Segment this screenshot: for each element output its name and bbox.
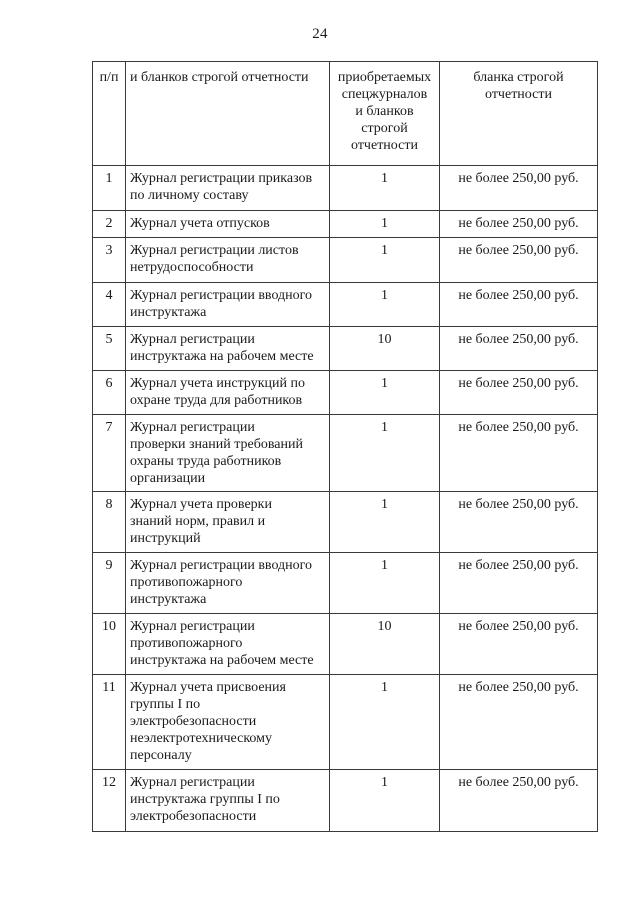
page-number: 24 xyxy=(312,26,328,42)
table-row xyxy=(93,371,598,415)
row-price: не более 250,00 руб. xyxy=(440,238,598,283)
row-number: 6 xyxy=(93,371,126,415)
journals-table xyxy=(92,61,598,832)
table-row xyxy=(93,675,598,770)
row-number: 5 xyxy=(93,327,126,371)
journal-name-line: неэлектротехническому xyxy=(130,731,273,746)
header-qty xyxy=(330,62,440,166)
table-row xyxy=(93,166,598,211)
header-num: п/п xyxy=(93,62,126,166)
journal-name-line: Журнал регистрации xyxy=(130,332,255,347)
row-price: не более 250,00 руб. xyxy=(440,675,598,770)
row-quantity: 1 xyxy=(330,675,440,770)
row-number: 11 xyxy=(93,675,126,770)
journal-name-line: проверки знаний требований xyxy=(130,437,303,452)
journal-name-line: Журнал регистрации листов xyxy=(130,243,299,258)
row-price: не более 250,00 руб. xyxy=(440,770,598,832)
row-quantity: 1 xyxy=(330,553,440,614)
header-price xyxy=(440,62,598,166)
row-journal-name xyxy=(126,166,330,211)
journal-name-line: Журнал учета инструкций по xyxy=(130,376,306,391)
journal-name-line: персоналу xyxy=(130,748,192,763)
row-quantity: 1 xyxy=(330,211,440,238)
row-journal-name xyxy=(126,238,330,283)
journal-name-line: Журнал регистрации xyxy=(130,420,255,435)
journal-name-line: нетрудоспособности xyxy=(130,260,254,275)
header-price-line: бланка строгой xyxy=(473,70,564,85)
journal-name-line: инструктажа группы I по xyxy=(130,792,280,807)
table-row xyxy=(93,211,598,238)
journal-name-line: противопожарного xyxy=(130,636,243,651)
header-price-line: отчетности xyxy=(485,87,552,102)
row-quantity: 1 xyxy=(330,770,440,832)
row-quantity: 10 xyxy=(330,327,440,371)
row-journal-name xyxy=(126,327,330,371)
journal-name-line: Журнал регистрации вводного xyxy=(130,558,313,573)
table-row xyxy=(93,770,598,832)
header-qty-line: спецжурналов xyxy=(341,87,428,102)
journal-name-line: Журнал учета присвоения xyxy=(130,680,286,695)
table-header-row xyxy=(93,62,598,166)
row-journal-name xyxy=(126,492,330,553)
row-price: не более 250,00 руб. xyxy=(440,492,598,553)
row-number: 7 xyxy=(93,415,126,492)
row-number: 3 xyxy=(93,238,126,283)
header-name: и бланков строгой отчетности xyxy=(126,62,330,166)
row-number: 4 xyxy=(93,283,126,327)
table-row xyxy=(93,283,598,327)
table-row xyxy=(93,492,598,553)
header-qty-line: строгой xyxy=(361,121,408,136)
row-quantity: 10 xyxy=(330,614,440,675)
journal-name-line: группы I по xyxy=(130,697,201,712)
row-journal-name xyxy=(126,614,330,675)
journal-name-line: инструкций xyxy=(130,531,201,546)
row-price: не более 250,00 руб. xyxy=(440,614,598,675)
row-journal-name xyxy=(126,553,330,614)
table-row xyxy=(93,415,598,492)
journal-name-line: охране труда для работников xyxy=(130,393,303,408)
row-quantity: 1 xyxy=(330,371,440,415)
journal-name-line: знаний норм, правил и xyxy=(130,514,266,529)
row-quantity: 1 xyxy=(330,238,440,283)
row-number: 10 xyxy=(93,614,126,675)
journal-name-line: Журнал регистрации xyxy=(130,775,255,790)
table-row xyxy=(93,553,598,614)
header-qty-line: и бланков xyxy=(355,104,414,119)
row-price: не более 250,00 руб. xyxy=(440,371,598,415)
journal-name-line: Журнал учета отпусков xyxy=(130,216,270,231)
table-row xyxy=(93,238,598,283)
journal-name-line: Журнал учета проверки xyxy=(130,497,272,512)
journal-name-line: инструктажа на рабочем месте xyxy=(130,653,314,668)
row-quantity: 1 xyxy=(330,283,440,327)
row-journal-name xyxy=(126,415,330,492)
header-qty-line: отчетности xyxy=(351,138,418,153)
journal-name-line: по личному составу xyxy=(130,188,249,203)
row-number: 8 xyxy=(93,492,126,553)
row-price: не более 250,00 руб. xyxy=(440,211,598,238)
row-journal-name xyxy=(126,283,330,327)
row-price: не более 250,00 руб. xyxy=(440,166,598,211)
row-price: не более 250,00 руб. xyxy=(440,553,598,614)
journal-name-line: охраны труда работников xyxy=(130,454,282,469)
row-price: не более 250,00 руб. xyxy=(440,283,598,327)
journal-name-line: противопожарного xyxy=(130,575,243,590)
header-qty-line: приобретаемых xyxy=(337,70,432,85)
journal-name-line: Журнал регистрации вводного xyxy=(130,288,313,303)
journal-name-line: инструктажа xyxy=(130,305,207,320)
journal-name-line: Журнал регистрации xyxy=(130,619,255,634)
row-price: не более 250,00 руб. xyxy=(440,327,598,371)
row-quantity: 1 xyxy=(330,415,440,492)
journal-name-line: организации xyxy=(130,471,206,486)
journal-name-line: электробезопасности xyxy=(130,809,257,824)
journal-name-line: инструктажа xyxy=(130,592,207,607)
journal-name-line: инструктажа на рабочем месте xyxy=(130,349,314,364)
journal-name-line: Журнал регистрации приказов xyxy=(130,171,313,186)
table-row xyxy=(93,614,598,675)
row-number: 12 xyxy=(93,770,126,832)
row-journal-name xyxy=(126,371,330,415)
row-number: 1 xyxy=(93,166,126,211)
row-journal-name xyxy=(126,770,330,832)
journal-name-line: электробезопасности xyxy=(130,714,257,729)
row-price: не более 250,00 руб. xyxy=(440,415,598,492)
row-number: 2 xyxy=(93,211,126,238)
row-journal-name xyxy=(126,675,330,770)
row-quantity: 1 xyxy=(330,492,440,553)
table-row xyxy=(93,327,598,371)
row-quantity: 1 xyxy=(330,166,440,211)
row-journal-name xyxy=(126,211,330,238)
row-number: 9 xyxy=(93,553,126,614)
